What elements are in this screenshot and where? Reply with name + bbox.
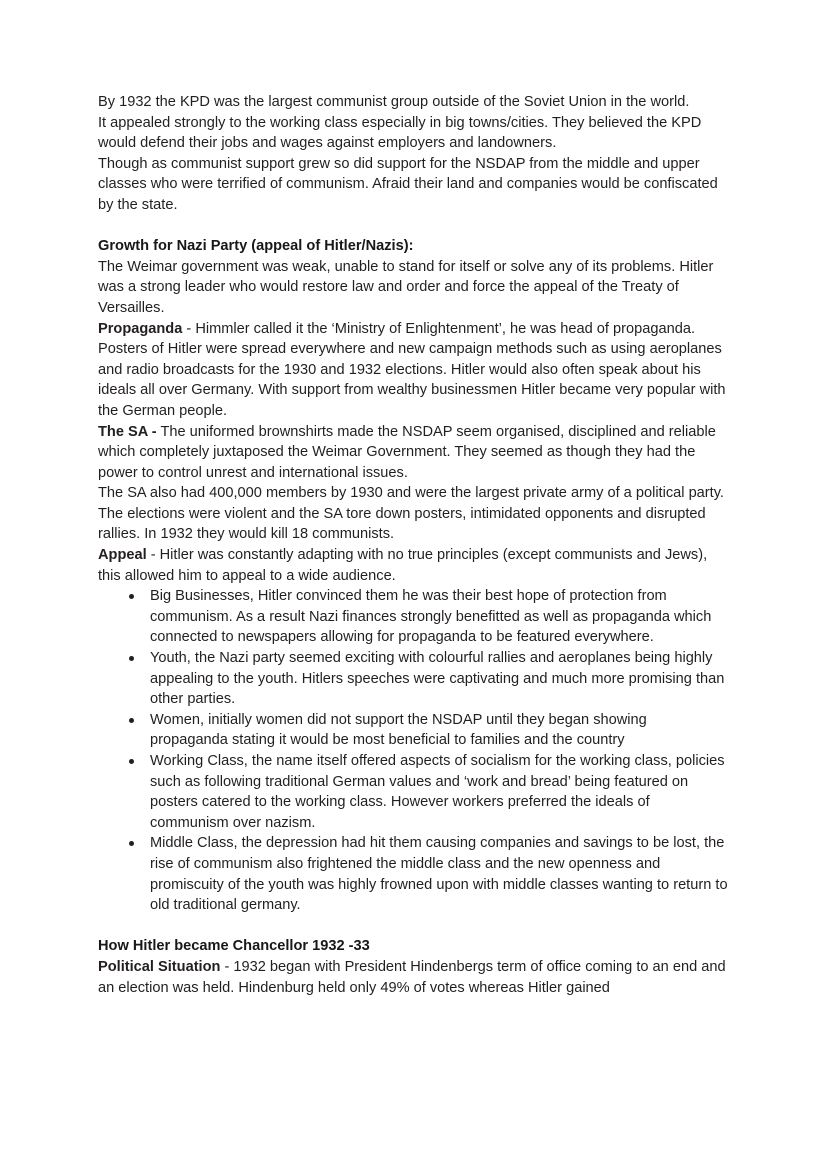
text-appeal-body: - Hitler was constantly adapting with no true principles (except communists and Jews), this allowed him to appeal to a wide audience. xyxy=(98,547,708,584)
label-appeal: Appeal xyxy=(98,547,147,564)
list-item xyxy=(98,751,728,833)
heading-growth-for-nazi-party: Growth for Nazi Party (appeal of Hitler/Nazis): xyxy=(98,238,414,255)
text-propaganda-body: - Himmler called it the ‘Ministry of Enlightenment’, he was head of propaganda. Posters of Hitler were spread everywhere and new campaign methods such as using aeroplanes and radio broadcasts for the 1930 and 1932 elections. Hitler would also often speak about his ideals all over Germany. With support from wealthy businessmen Hitler became very popular with the German people. xyxy=(98,320,726,419)
paragraph-the-sa xyxy=(98,422,728,484)
paragraph-political-situation xyxy=(98,957,728,998)
list-item-text: Big Businesses, Hitler convinced them he was their best hope of protection from communism. As a result Nazi finances strongly benefitted as well as propaganda which connected to newspapers allowing for propaganda to be featured everywhere. xyxy=(150,588,712,646)
appeal-group-list xyxy=(98,586,728,916)
paragraph-propaganda xyxy=(98,319,728,422)
text-political-situation-body: - 1932 began with President Hindenbergs term of office coming to an end and an election was held. Hindenburg held only 49% of votes whereas Hitler gained xyxy=(98,958,726,996)
label-propaganda: Propaganda xyxy=(98,320,183,337)
paragraph-sa-membership-violence: The SA also had 400,000 members by 1930 and were the largest private army of a political party. The elections were violent and the SA tore down posters, intimidated opponents and disrupted rallies. In 1932 they would kill 18 communists. xyxy=(98,485,724,543)
document-text-body xyxy=(98,92,728,998)
list-item-text: Middle Class, the depression had hit them causing companies and savings to be lost, the rise of communism also frightened the middle class and the new openness and promiscuity of the youth was highly frowned upon with middle classes wanting to return to old traditional germany. xyxy=(150,835,728,914)
paragraph-appeal xyxy=(98,545,728,586)
list-item xyxy=(98,710,728,751)
heading-how-hitler-became-chancellor: How Hitler became Chancellor 1932 -33 xyxy=(98,938,370,955)
list-item xyxy=(98,833,728,915)
paragraph-nsdap-middle-upper-classes: Though as communist support grew so did support for the NSDAP from the middle and upper classes who were terrified of communism. Afraid their land and companies would be confiscated by the state. xyxy=(98,155,718,213)
section-spacer xyxy=(98,216,728,237)
list-item-text: Working Class, the name itself offered aspects of socialism for the working class, policies such as following traditional German values and ‘work and bread’ being featured on posters catered to the working class. However workers preferred the ideals of communism over nazism. xyxy=(150,753,725,831)
label-the-sa: The SA - xyxy=(98,423,157,440)
label-political-situation: Political Situation xyxy=(98,958,221,975)
paragraph-kpd-working-class-appeal: It appealed strongly to the working class especially in big towns/cities. They believed the KPD would defend their jobs and wages against employers and landowners. xyxy=(98,114,702,152)
list-item-text: Women, initially women did not support the NSDAP until they began showing propaganda stating it would be most beneficial to families and the country xyxy=(150,711,647,749)
list-item xyxy=(98,648,728,710)
paragraph-kpd-largest-communist-group: By 1932 the KPD was the largest communist group outside of the Soviet Union in the world. xyxy=(98,94,690,110)
text-the-sa-body: The uniformed brownshirts made the NSDAP seem organised, disciplined and reliable which completely juxtaposed the Weimar Government. They seemed as though they had the power to control unrest and international issues. xyxy=(98,423,716,481)
paragraph-weimar-government-weak: The Weimar government was weak, unable to stand for itself or solve any of its problems. Hitler was a strong leader who would restore law and order and force the appeal of the Treaty of Versailles. xyxy=(98,258,714,316)
list-item-text: Youth, the Nazi party seemed exciting with colourful rallies and aeroplanes being highly appealing to the youth. Hitlers speeches were captivating and much more promising than other parties. xyxy=(150,650,725,708)
list-item xyxy=(98,586,728,648)
section-spacer xyxy=(98,916,728,937)
